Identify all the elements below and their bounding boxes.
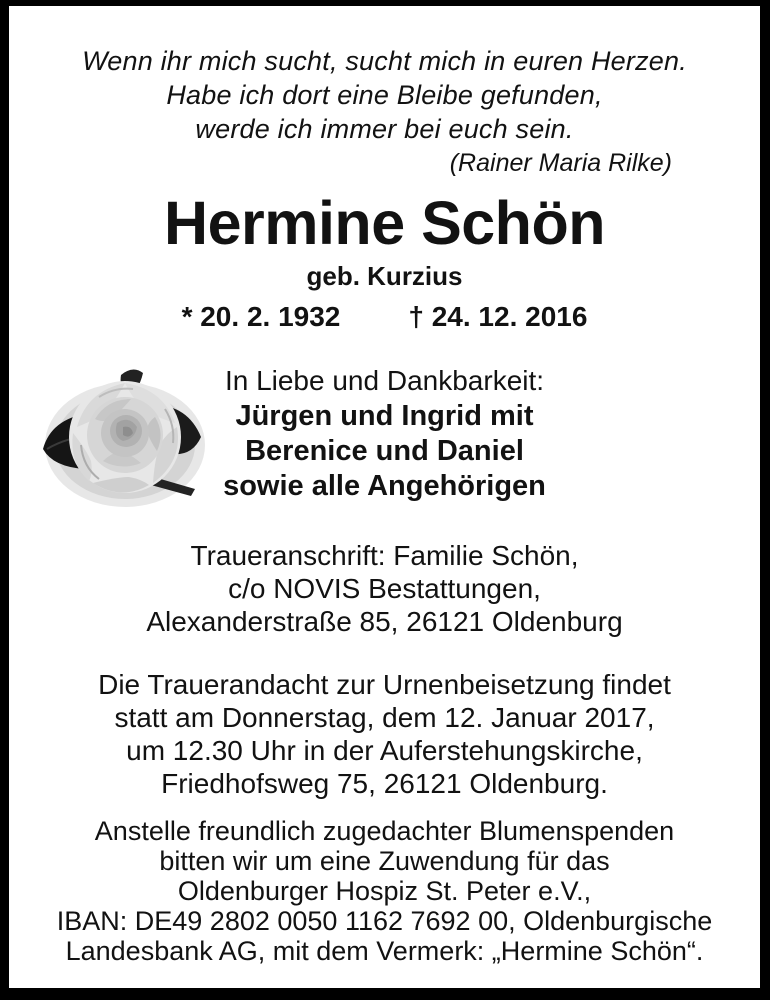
deceased-name: Hermine Schön (164, 189, 605, 257)
donation-line: Anstelle freundlich zugedachter Blumenspenden (94, 816, 675, 846)
mourner-line: Berenice und Daniel (245, 435, 524, 467)
quote-line: Wenn ihr mich sucht, sucht mich in euren Herzen. (82, 46, 687, 76)
donation-line: Landesbank AG, mit dem Vermerk: „Hermine Schön“. (65, 936, 704, 966)
quote-line: werde ich immer bei euch sein. (195, 114, 574, 144)
obituary-content (9, 6, 760, 988)
maiden-name: geb. Kurzius (306, 261, 463, 291)
rose-image (37, 357, 209, 515)
birth-date: * 20. 2. 1932 (181, 301, 341, 332)
quote-line: Habe ich dort eine Bleibe gefunden, (166, 80, 603, 110)
donation-line: Oldenburger Hospiz St. Peter e.V., (177, 876, 592, 906)
address-line: c/o NOVIS Bestattungen, (228, 573, 541, 604)
mourner-line: Jürgen und Ingrid mit (235, 400, 534, 432)
mourning-address (9, 539, 760, 638)
donation-line: bitten wir um eine Zuwendung für das (159, 846, 610, 876)
address-line: Traueranschrift: Familie Schön, (190, 540, 579, 571)
death-date: † 24. 12. 2016 (408, 301, 588, 332)
life-dates (9, 300, 760, 334)
service-line: Friedhofsweg 75, 26121 Oldenburg. (161, 768, 608, 799)
memorial-quote (9, 6, 760, 146)
donation-request (9, 816, 760, 966)
address-line: Alexanderstraße 85, 26121 Oldenburg (146, 606, 623, 637)
service-announcement (9, 668, 760, 800)
service-line: statt am Donnerstag, dem 12. Januar 2017, (114, 702, 655, 733)
tribute-intro: In Liebe und Dankbarkeit: (224, 365, 545, 396)
service-line: Die Trauerandacht zur Urnenbeisetzung findet (98, 669, 671, 700)
mourner-line: sowie alle Angehörigen (223, 470, 546, 502)
rose-photo (37, 357, 209, 515)
donation-line: IBAN: DE49 2802 0050 1162 7692 00, Oldenburgische (56, 906, 713, 936)
service-line: um 12.30 Uhr in der Auferstehungskirche, (126, 735, 643, 766)
quote-attribution: (Rainer Maria Rilke) (449, 149, 672, 177)
